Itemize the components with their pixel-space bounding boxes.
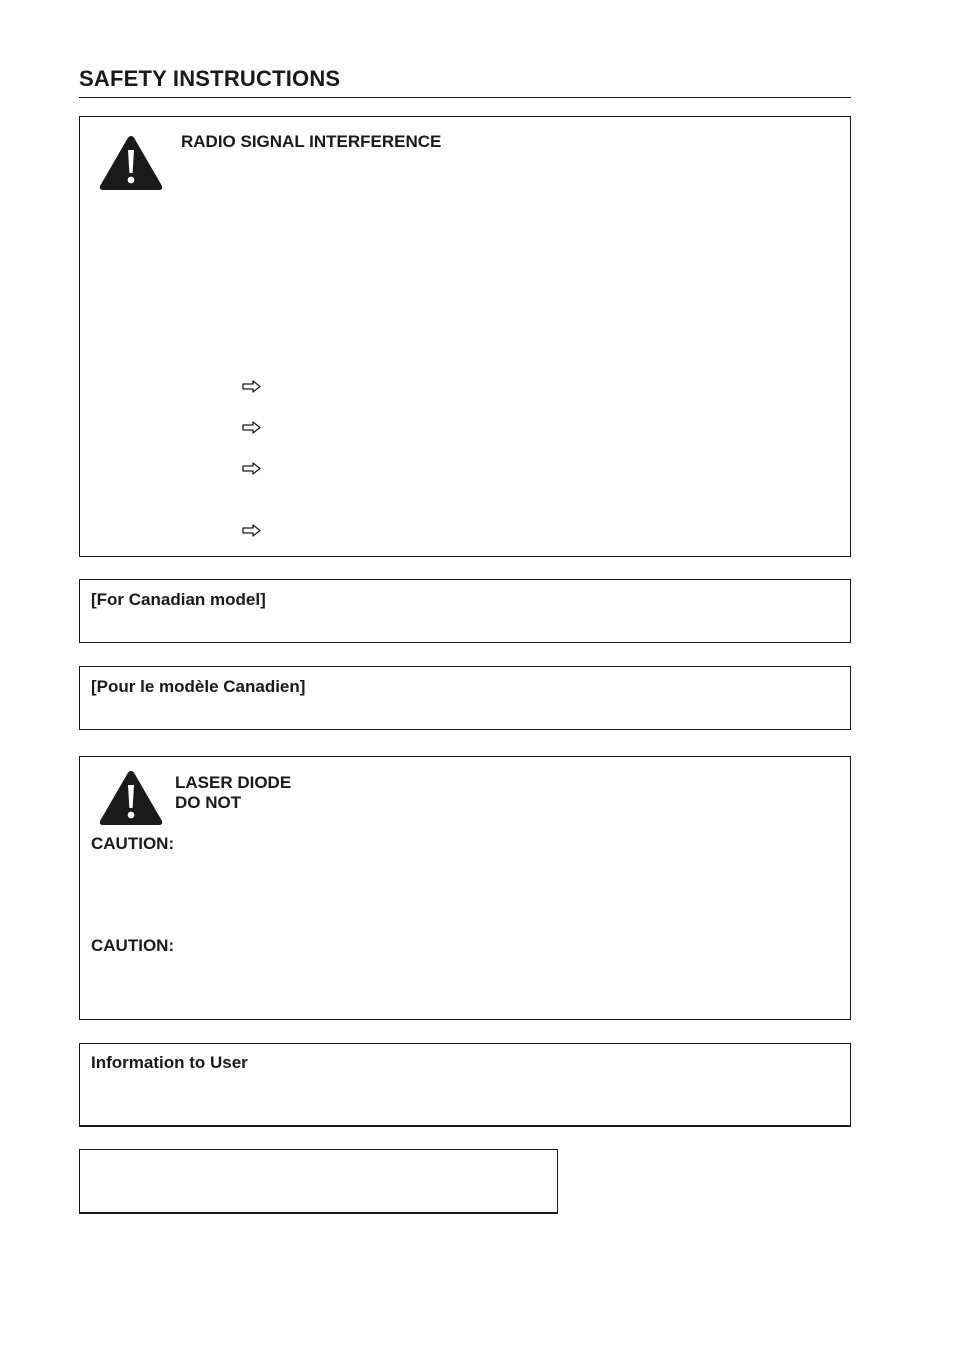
warning-triangle-icon	[98, 134, 164, 192]
arrow-right-outline-icon	[242, 380, 261, 393]
page-title: SAFETY INSTRUCTIONS	[79, 66, 341, 91]
canadien-model-box	[79, 666, 851, 730]
laser-diode-heading: LASER DIODE	[175, 773, 292, 792]
empty-notice-box	[79, 1149, 558, 1214]
canadian-model-heading: [For Canadian model]	[91, 590, 266, 609]
radio-interference-heading: RADIO SIGNAL INTERFERENCE	[181, 132, 442, 151]
laser-diode-box	[79, 756, 851, 1020]
arrow-right-outline-icon	[242, 421, 261, 434]
caution-label-first: CAUTION:	[91, 834, 175, 853]
warning-triangle-icon	[98, 769, 164, 827]
caution-label-second: CAUTION:	[91, 936, 175, 955]
do-not-heading: DO NOT	[175, 793, 242, 812]
canadien-model-heading: [Pour le modèle Canadien]	[91, 677, 306, 696]
information-to-user-heading: Information to User	[91, 1053, 248, 1072]
arrow-right-outline-icon	[242, 462, 261, 475]
canadian-model-box	[79, 579, 851, 643]
title-divider	[79, 97, 851, 98]
information-to-user-box	[79, 1043, 851, 1127]
arrow-right-outline-icon	[242, 524, 261, 537]
radio-interference-box	[79, 116, 851, 557]
